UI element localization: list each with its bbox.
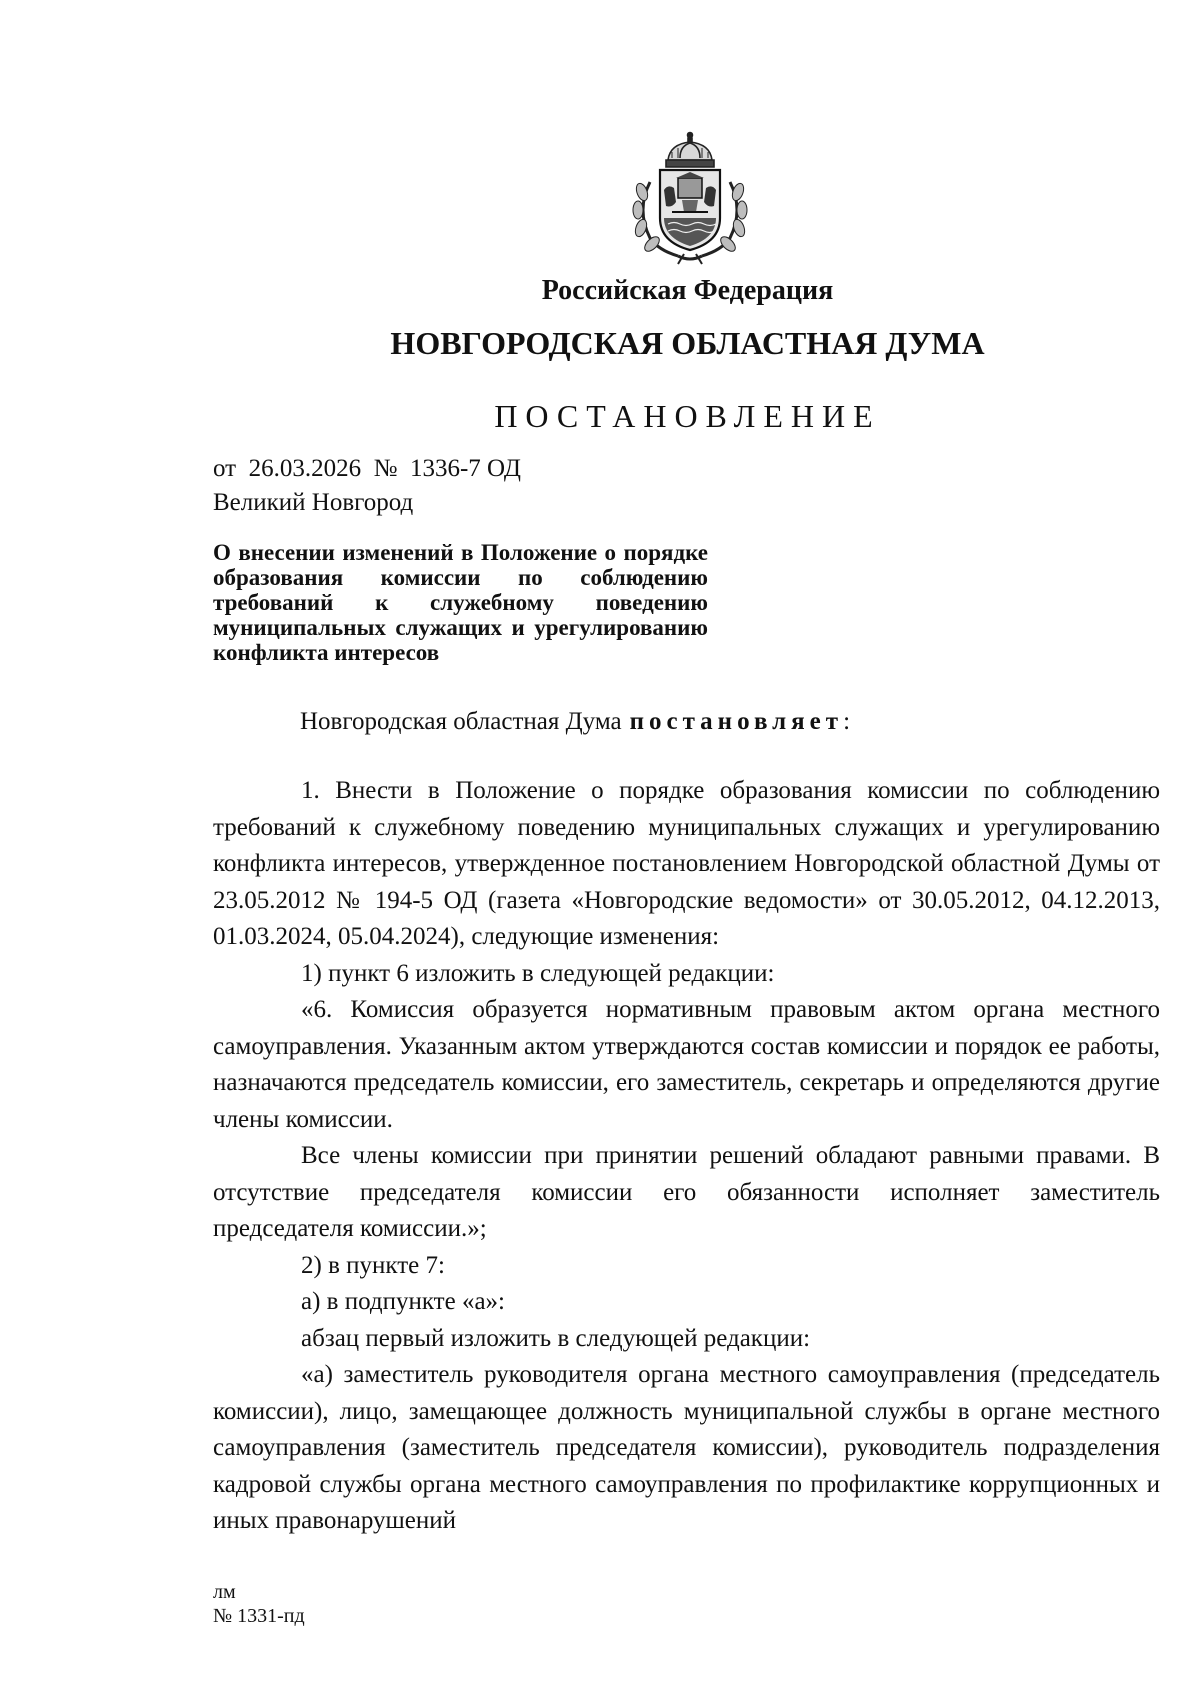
paragraph: а) в подпункте «а»: <box>301 1288 505 1315</box>
shield-icon <box>660 170 720 250</box>
country-name: Российская Федерация <box>541 275 834 306</box>
coat-of-arms-emblem <box>628 130 752 265</box>
preamble-verb: постановляет <box>629 708 844 735</box>
paragraph: абзац первый изложить в следующей редакции: <box>301 1324 811 1352</box>
paragraph: 1) пункт 6 изложить в следующей редакции: <box>301 959 775 987</box>
paragraph: Все члены комиссии при принятии решений обладают равными правами. В отсутствие председателя комиссии его обязанности исполняет заместитель председателя комиссии.»; <box>213 1142 1160 1242</box>
document-type: ПОСТАНОВЛЕНИЕ <box>494 398 881 434</box>
document-title: О внесении изменений в Положение о порядке образования комиссии по соблюдению требований к служебному поведению муниципальных служащих и урегулированию конфликта интересов <box>213 540 708 665</box>
paragraph: «а) заместитель руководителя органа местного самоуправления (председатель комиссии), лицо, замещающее должность муниципальной службы в органе местного самоуправления (заместитель председателя комиссии), руководитель подразделения кадровой службы органа местного самоуправления по профилактике коррупционных и иных правонарушений <box>213 1361 1160 1534</box>
paragraph: 1. Внести в Положение о порядке образования комиссии по соблюдению требований к служебному поведению муниципальных служащих и урегулированию конфликта интересов, утвержденное постановлением Новгородской областной Думы от 23.05.2012 № 194-5 ОД (газета «Новгородские ведомости» от 30.05.2012, 04.12.2013, 01.03.2024, 05.04.2024), следующие изменения: <box>213 777 1160 950</box>
duma-name: НОВГОРОДСКАЯ ОБЛАСТНАЯ ДУМА <box>390 325 985 361</box>
date-number: от 26.03.2026 № 1336-7 ОД <box>213 455 521 482</box>
paragraph: 2) в пункте 7: <box>301 1251 445 1279</box>
document-body <box>213 773 1160 1540</box>
crown-icon <box>666 133 714 168</box>
footer-doc-ref: № 1331-пд <box>213 1605 305 1627</box>
preamble-colon: : <box>843 708 851 735</box>
preamble <box>300 708 850 736</box>
footer <box>213 1580 305 1628</box>
footer-initials: лм <box>213 1581 236 1603</box>
city: Великий Новгород <box>213 489 414 516</box>
preamble-subject: Новгородская областная Дума <box>300 708 622 735</box>
paragraph: «6. Комиссия образуется нормативным правовым актом органа местного самоуправления. Указанным актом утверждаются состав комиссии и порядок ее работы, назначаются председатель комиссии, его заместитель, секретарь и определяются другие члены комиссии. <box>213 996 1160 1133</box>
